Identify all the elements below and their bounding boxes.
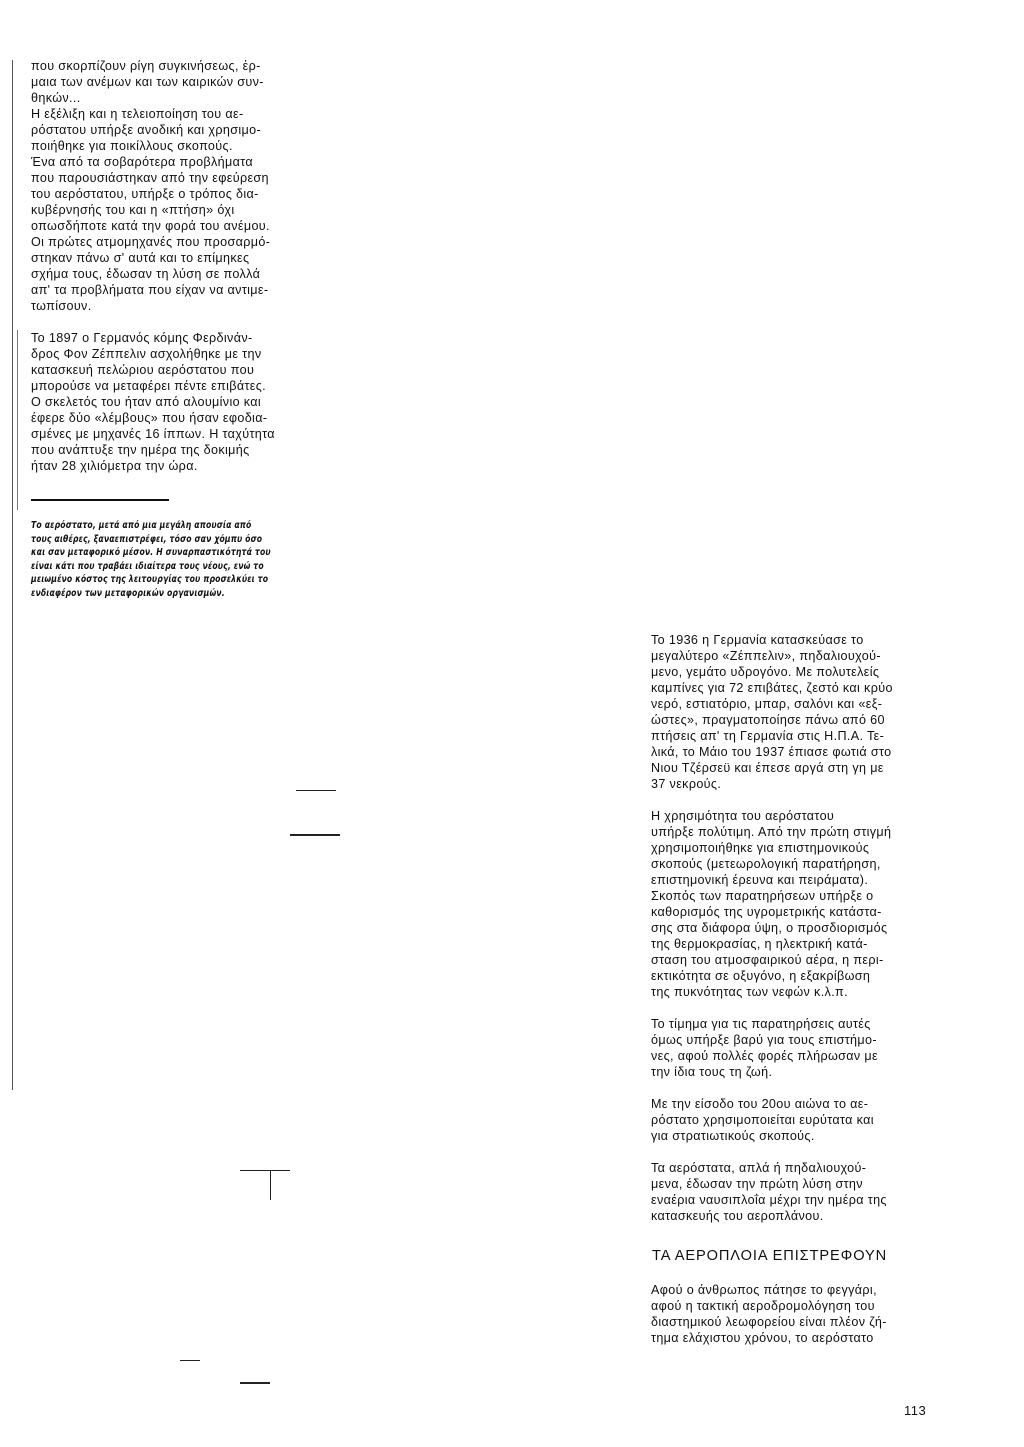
left-text-column bbox=[31, 58, 323, 474]
section-text bbox=[651, 1282, 947, 1346]
caption-divider bbox=[31, 499, 169, 501]
center-mark-1 bbox=[296, 790, 336, 791]
right-paragraph-5: Τα αερόστατα, απλά ή πηδαλιουχού- μενα, έδωσαν την πρώτη λύση στην εναέρια ναυσιπλοΐα μέχρι την ημέρα της κατασκευής του αεροπλάνου. bbox=[651, 1161, 887, 1223]
right-paragraph-2: Η χρησιμότητα του αερόστατου υπήρξε πολύτιμη. Από την πρώτη στιγμή χρησιμοποιήθηκε για επιστημονικούς σκοπούς (μετεωρολογική παρατήρηση, επιστημονική έρευνα και πειράματα). Σκοπός των παρατηρήσεων υπήρξε ο καθορισμός της υγρομετρικής κατάστα- σης στα διάφορα ύψη, ο προσδιορισμός της θερμοκρασίας, η ηλεκτρική κατά- σταση του ατμοσφαιρικού αέρα, η περι- εκτικότητα σε οξυγόνο, η εξακρίβωση της πυκνότητας των νεφών κ.λ.π. bbox=[651, 809, 892, 999]
left-edge-rule-2 bbox=[17, 330, 18, 510]
left-paragraph-2: Το 1897 ο Γερμανός κόμης Φερδινάν- δρος Φον Ζέππελιν ασχολήθηκε με την κατασκευή πελώριου αερόστατου που μπορούσε να μεταφέρει πέντε επιβάτες. Ο σκελετός του ήταν από αλουμίνιο και έφερε δύο «λέμβους» που ήσαν εφοδια- σμένες με μηχανές 16 ίππων. Η ταχύτητα που ανάπτυξε την ημέρα της δοκιμής ήταν 28 χιλιόμετρα την ώρα. bbox=[31, 331, 275, 473]
center-mark-3 bbox=[240, 1170, 290, 1171]
section-paragraph: Αφού ο άνθρωπος πάτησε το φεγγάρι, αφού η τακτική αεροδρομολόγηση του διαστημικού λεωφορείου είναι πλέον ζή- τημα ελάχιστου χρόνου, το αερόστατο bbox=[651, 1283, 887, 1345]
photo-caption: Το αερόστατο, μετά από μια μεγάλη απουσία από τους αιθέρες, ξαναεπιστρέφει, τόσο σαν χόμπυ όσο και σαν μεταφορικό μέσον. Η συναρπαστικότητά του είναι κάτι που τραβάει ιδιαίτερα τους νέους, ενώ το μειωμένο κόστος της λειτουργίας του προσελκύει το ενδιαφέρον των μεταφορικών οργανισμών. bbox=[31, 520, 271, 599]
right-paragraph-1: Το 1936 η Γερμανία κατασκεύασε το μεγαλύτερο «Ζέππελιν», πηδαλιουχού- μενο, γεμάτο υδρογόνο. Με πολυτελείς καμπίνες για 72 επιβάτες, ζεστό και κρύο νερό, εστιατόριο, μπαρ, σαλόνι και «εξ- ώστες», πραγματοποίησε πάνω από 60 πτήσεις απ' τη Γερμανία στις Η.Π.Α. Τε- λικά, το Μάιο του 1937 έπιασε φωτιά στο Νιου Τζέρσεϋ και έπεσε αργά στη γη με 37 νεκρούς. bbox=[651, 633, 893, 791]
right-paragraph-3: Το τίμημα για τις παρατηρήσεις αυτές όμως υπήρξε βαρύ για τους επιστήμο- νες, αφού πολλές φορές πλήρωσαν με την ίδια τους τη ζωή. bbox=[651, 1017, 878, 1079]
right-paragraph-4: Με την είσοδο του 20ου αιώνα το αε- ρόστατο χρησιμοποιείται ευρύτατα και για στρατιωτικούς σκοπούς. bbox=[651, 1097, 874, 1143]
page-number: 113 bbox=[904, 1403, 927, 1418]
left-edge-rule bbox=[12, 60, 13, 1090]
center-mark-4 bbox=[270, 1170, 271, 1200]
center-mark-6 bbox=[240, 1382, 270, 1384]
section-heading: ΤΑ ΑΕΡΟΠΛΟΙΑ ΕΠΙΣΤΡΕΦΟΥΝ bbox=[652, 1248, 888, 1264]
center-mark-5 bbox=[180, 1360, 200, 1361]
right-text-column bbox=[651, 632, 947, 1224]
center-mark-2 bbox=[290, 834, 340, 836]
left-paragraph-1: που σκορπίζουν ρίγη συγκινήσεως, ἐρ- μαια των ανέμων και των καιρικών συν- θηκών... Η εξέλιξη και η τελειοποίηση του αε- ρόστατου υπήρξε ανοδική και χρησιμο- ποιήθηκε για ποικίλλους σκοπούς. Ένα από τα σοβαρότερα προβλήματα που παρουσιάστηκαν από την εφεύρεση του αερόστατου, υπήρξε ο τρόπος δια- κυβέρνησής του και η «πτήση» όχι οπωσδήποτε κατά την φορά του ανέμου. Οι πρώτες ατμομηχανές που προσαρμό- στηκαν πάνω σ' αυτά και το επίμηκες σχήμα τους, έδωσαν τη λύση σε πολλά απ' τα προβλήματα που είχαν να αντιμε- τωπίσουν. bbox=[31, 59, 271, 313]
